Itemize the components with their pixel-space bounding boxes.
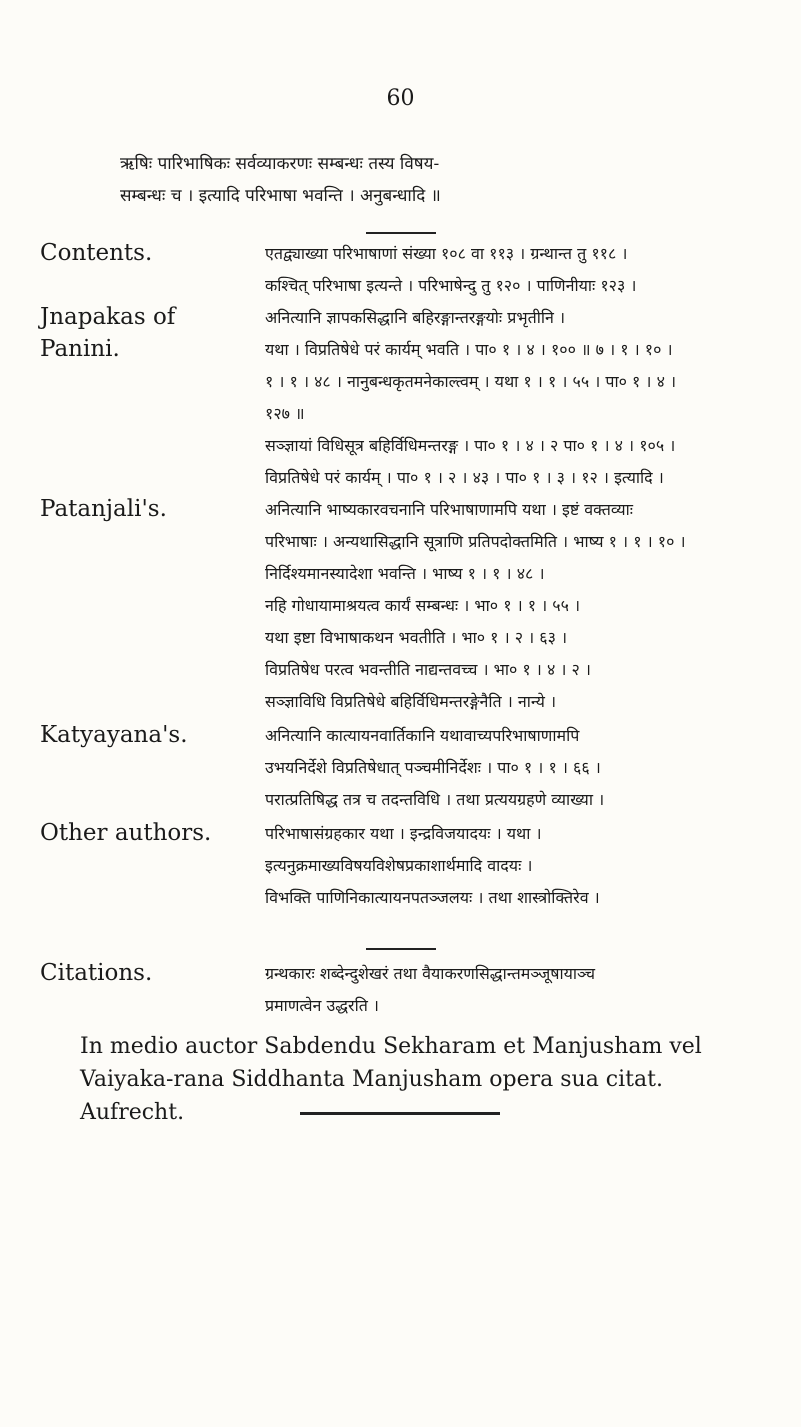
section-line: यथा इष्टा विभाषाकथन भवतीति । भा० १ । २ । ६३ । bbox=[265, 628, 568, 647]
section-line: एतद्व्याख्या परिभाषाणां संख्या १०८ वा ११३ । ग्रन्थान्त तु ११८ । bbox=[265, 244, 628, 263]
section-line: निर्दिश्यमानस्यादेशा भवन्ति । भाष्य १ । १ । ४८ । bbox=[265, 564, 545, 583]
section-katyayana bbox=[40, 722, 780, 832]
section-label: Citations. bbox=[40, 960, 153, 986]
section-line: सञ्ज्ञायां विधिसूत्र बहिर्विधिमन्तरङ्ग । पा० १ । ४ । २ पा० १ । ४ । १०५ । bbox=[265, 436, 676, 455]
section-patanjali bbox=[40, 496, 780, 756]
section-line: १२७ ॥ bbox=[265, 404, 305, 423]
section-label: Other authors. bbox=[40, 820, 212, 846]
intro-line: सम्बन्धः च । इत्यादि परिभाषा भवन्ति । अनुबन्धादि ॥ bbox=[120, 186, 441, 206]
section-line: नहि गोधायामाश्रयत्व कार्यं सम्बन्धः । भा० १ । १ । ५५ । bbox=[265, 596, 581, 615]
section-line: परिभाषासंग्रहकार यथा । इन्द्रविजयादयः । यथा । bbox=[265, 824, 542, 843]
intro-paragraph bbox=[120, 148, 760, 212]
section-line: कश्चित् परिभाषा इत्यन्ते । परिभाषेन्दु तु १२० । पाणिनीयाः १२३ । bbox=[265, 276, 637, 295]
latin-note: In medio auctor Sabdendu Sekharam et Manjusham vel Vaiyaka-rana Siddhanta Manjusham opera sua citat. Aufrecht. bbox=[80, 1034, 702, 1125]
section-line: अनित्यानि भाष्यकारवचनानि परिभाषाणामपि यथा । इष्टं वक्तव्याः bbox=[265, 500, 633, 519]
end-rule bbox=[300, 1112, 500, 1115]
section-line: अनित्यानि कात्यायनवार्तिकानि यथावाच्यपरिभाषाणामपि bbox=[265, 726, 580, 745]
intro-line: ऋषिः पारिभाषिकः सर्वव्याकरणः सम्बन्धः तस्य विषय- bbox=[120, 154, 440, 174]
section-line: अनित्यानि ज्ञापकसिद्धानि बहिरङ्गान्तरङ्गयोः प्रभृतीनि । bbox=[265, 308, 566, 327]
divider bbox=[366, 948, 436, 950]
section-label-cont: Panini. bbox=[40, 336, 120, 362]
section-line: परिभाषाः । अन्यथासिद्धानि सूत्राणि प्रतिपदोक्तमिति । भाष्य १ । १ । १० । bbox=[265, 532, 686, 551]
section-label: Katyayana's. bbox=[40, 722, 188, 748]
page-number: 60 bbox=[386, 86, 415, 111]
divider bbox=[366, 232, 436, 234]
section-line: १ । १ । ४८ । नानुबन्धकृतमनेकाल्त्वम् । यथा १ । १ । ५५ । पा० १ । ४ । bbox=[265, 372, 677, 391]
section-line: विप्रतिषेध परत्व भवन्तीति नाद्यन्तवच्च । भा० १ । ४ । २ । bbox=[265, 660, 591, 679]
section-line: ग्रन्थकारः शब्देन्दुशेखरं तथा वैयाकरणसिद्धान्तमञ्जूषायाञ्च bbox=[265, 964, 595, 983]
section-line: उभयनिर्देशे विप्रतिषेधात् पञ्चमीनिर्देशः । पा० १ । १ । ६६ । bbox=[265, 758, 601, 777]
section-line: प्रमाणत्वेन उद्धरति । bbox=[265, 996, 379, 1015]
section-citations bbox=[40, 960, 780, 1040]
section-line: विप्रतिषेधे परं कार्यम् । पा० १ । २ । ४३ । पा० १ । ३ । १२ । इत्यादि । bbox=[265, 468, 664, 487]
section-label: Patanjali's. bbox=[40, 496, 167, 522]
section-label: Contents. bbox=[40, 240, 153, 266]
section-line: सञ्ज्ञाविधि विप्रतिषेधे बहिर्विधिमन्तरङ्गेनैति । नान्ये । bbox=[265, 692, 557, 711]
section-label: Jnapakas of bbox=[40, 304, 176, 330]
section-line: परात्प्रतिषिद्ध तत्र च तदन्तविधि । तथा प्रत्ययग्रहणे व्याख्या । bbox=[265, 790, 605, 809]
section-line: विभक्ति पाणिनिकात्यायनपतञ्जलयः । तथा शास्त्रोक्तिरेव । bbox=[265, 888, 600, 907]
section-line: यथा । विप्रतिषेधे परं कार्यम् भवति । पा० १ । ४ । १०० ॥ ७ । १ । १० । bbox=[265, 340, 673, 359]
section-other-authors bbox=[40, 820, 780, 930]
section-line: इत्यनुक्रमाख्यविषयविशेषप्रकाशार्थमादि वादयः । bbox=[265, 856, 533, 875]
